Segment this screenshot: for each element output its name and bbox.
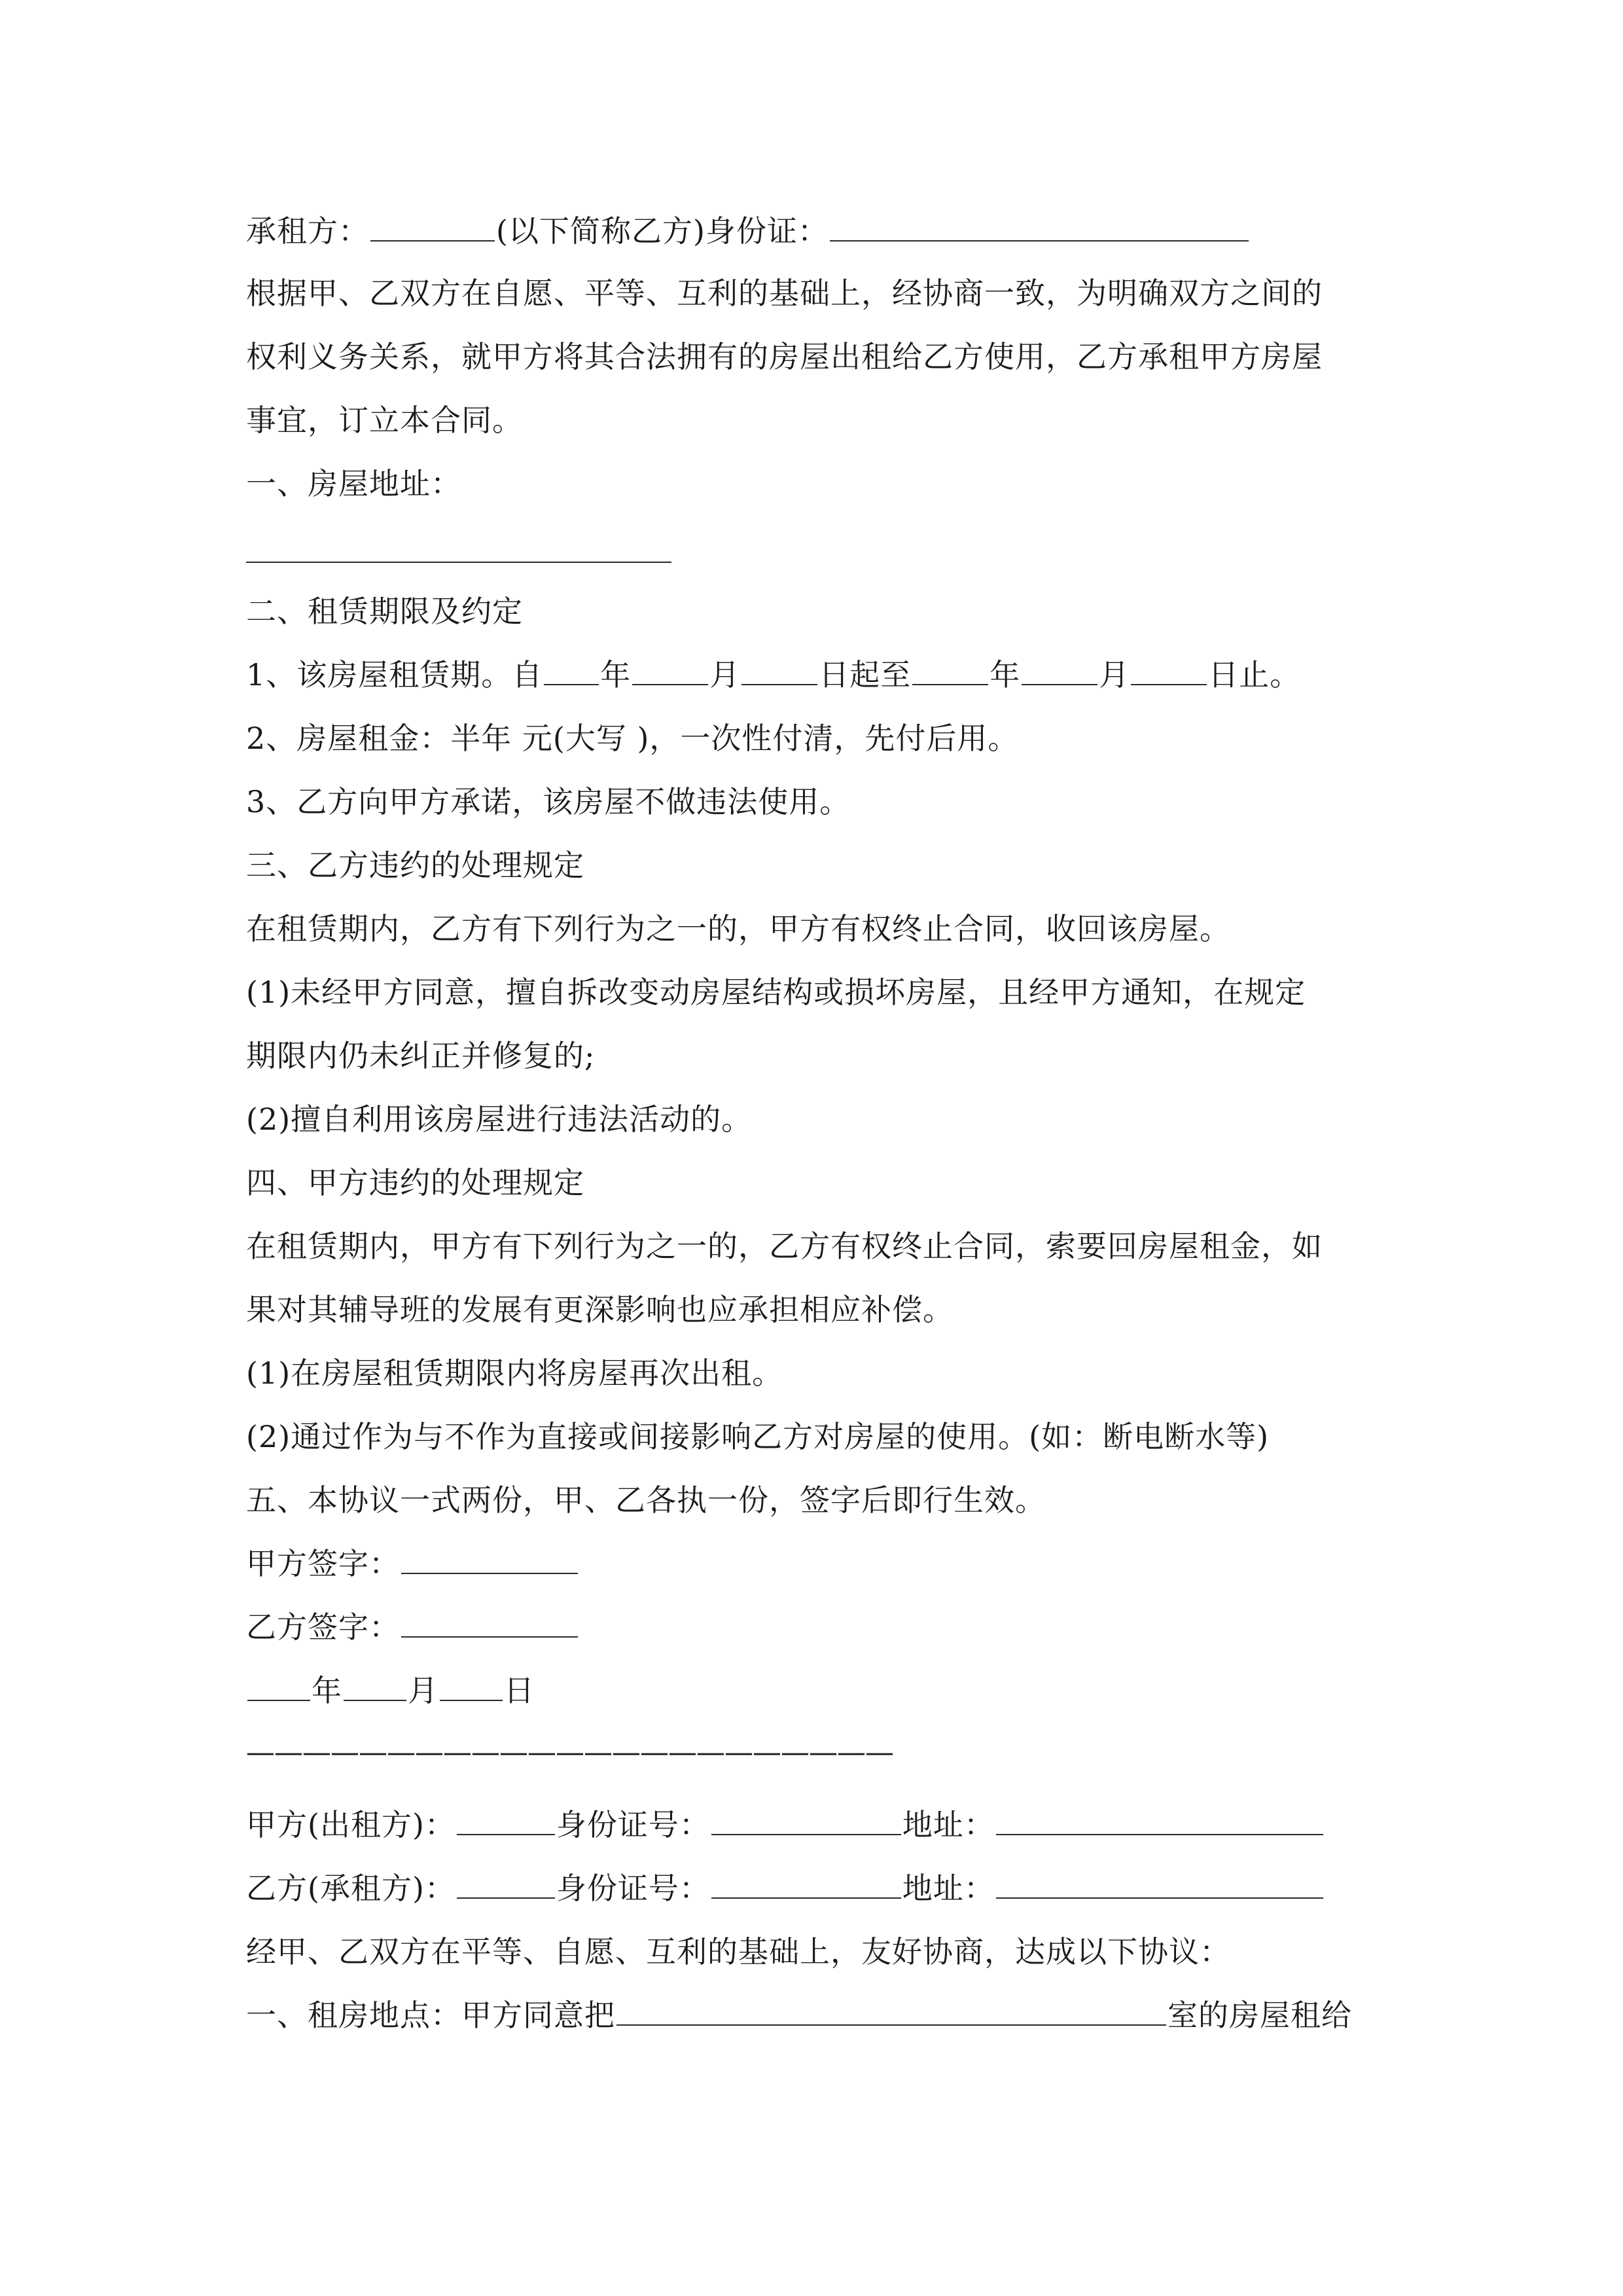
rental-location-suffix: 室的房屋租给 (1168, 1998, 1352, 2033)
tenant-line (246, 200, 1377, 262)
tenant-label: 承租方： (246, 213, 369, 249)
tenant-info-line (246, 1857, 1377, 1920)
month-label: 月 (1099, 657, 1130, 692)
landlord-name-blank[interactable] (457, 1796, 555, 1835)
address-label: 地址： (902, 1807, 995, 1842)
preamble-line-2: 权利义务关系，就甲方将其合法拥有的房屋出租给乙方使用，乙方承租甲方房屋 (246, 339, 1323, 374)
sign-month-blank[interactable] (344, 1662, 406, 1701)
party-a-signature-label: 甲方签字： (246, 1546, 400, 1581)
party-a-signature-line (246, 1532, 1377, 1595)
section-4-landlord-breach: 四、甲方违约的处理规定 (246, 1165, 584, 1200)
tenant-breach-item-1: (1)未经甲方同意，擅自拆改变动房屋结构或损坏房屋，且经甲方通知，在规定 (246, 975, 1306, 1010)
lease-period-line (246, 643, 1377, 706)
start-year-blank[interactable] (544, 646, 599, 685)
party-b-signature-line (246, 1596, 1377, 1659)
id-number-label: 身份证号： (556, 1871, 710, 1906)
sign-day-blank[interactable] (440, 1662, 503, 1701)
start-month-blank[interactable] (632, 646, 708, 685)
end-year-blank[interactable] (912, 646, 988, 685)
tenant-breach-item-1-cont: 期限内仍未纠正并修复的; (246, 1038, 596, 1073)
preamble-line-1: 根据甲、乙双方在自愿、平等、互利的基础上，经协商一致，为明确双方之间的 (246, 276, 1323, 311)
tenant-name-blank[interactable] (370, 202, 495, 242)
year-label: 年 (600, 657, 632, 692)
section-3-tenant-breach: 三、乙方违约的处理规定 (246, 848, 584, 883)
party-b-signature-blank[interactable] (401, 1598, 578, 1638)
landlord-breach-item-2: (2)通过作为与不作为直接或间接影响乙方对房屋的使用。(如：断电断水等) (246, 1419, 1270, 1454)
document-separator: ——————————————————————— (246, 1736, 893, 1769)
tenant-breach-intro: 在租赁期内，乙方有下列行为之一的，甲方有权终止合同，收回该房屋。 (246, 911, 1230, 946)
tenant-id-blank[interactable] (711, 1859, 901, 1899)
section-2-lease-term: 二、租赁期限及约定 (246, 594, 523, 629)
landlord-id-blank[interactable] (711, 1796, 901, 1835)
tenant-name-blank[interactable] (457, 1859, 555, 1899)
lawful-use-line: 3、乙方向甲方承诺，该房屋不做违法使用。 (246, 784, 851, 819)
tenant-address-blank[interactable] (996, 1859, 1323, 1899)
id-number-label: 身份证号： (556, 1807, 710, 1842)
year-label: 年 (990, 657, 1021, 692)
landlord-address-blank[interactable] (996, 1796, 1323, 1835)
rental-location-label: 一、租房地点：甲方同意把 (246, 1998, 615, 2033)
until-label: 日起至 (819, 657, 912, 692)
preamble-line-3: 事宜，订立本合同。 (246, 403, 523, 438)
address-label: 地址： (902, 1871, 995, 1906)
rent-line: 2、房屋租金：半年 元(大写 )，一次性付清，先付后用。 (246, 721, 1019, 756)
tenant-breach-item-2: (2)擅自利用该房屋进行违法活动的。 (246, 1102, 753, 1137)
end-day-blank[interactable] (1131, 646, 1207, 685)
room-number-blank[interactable] (616, 1986, 1166, 2026)
landlord-breach-item-1: (1)在房屋租赁期限内将房屋再次出租。 (246, 1355, 783, 1391)
landlord-breach-intro-cont: 果对其辅导班的发展有更深影响也应承担相应补偿。 (246, 1292, 954, 1327)
signing-date-line (246, 1659, 1377, 1722)
agreement-intro: 经甲、乙双方在平等、自愿、互利的基础上，友好协商，达成以下协议： (246, 1934, 1230, 1969)
tenant-label: 乙方(承租方)： (246, 1871, 455, 1906)
section-5-copies: 五、本协议一式两份，甲、乙各执一份，签字后即行生效。 (246, 1482, 1046, 1518)
month-label: 月 (709, 657, 741, 692)
sign-year-blank[interactable] (247, 1662, 310, 1701)
house-address-blank[interactable] (246, 562, 671, 563)
year-label: 年 (312, 1673, 342, 1708)
tenant-id-blank[interactable] (830, 202, 1249, 242)
end-label: 日止。 (1208, 657, 1301, 692)
party-b-signature-label: 乙方签字： (246, 1609, 400, 1645)
month-label: 月 (408, 1673, 438, 1708)
day-label: 日 (504, 1673, 535, 1708)
section-1-house-address: 一、房屋地址： (246, 466, 461, 501)
lease-period-label: 1、该房屋租赁期。自 (246, 657, 543, 692)
end-month-blank[interactable] (1022, 646, 1097, 685)
landlord-label: 甲方(出租方)： (246, 1807, 455, 1842)
rental-location-line (246, 1984, 1377, 2047)
landlord-info-line (246, 1793, 1377, 1856)
party-a-signature-blank[interactable] (401, 1535, 578, 1574)
landlord-breach-intro: 在租赁期内，甲方有下列行为之一的，乙方有权终止合同，索要回房屋租金，如 (246, 1229, 1323, 1264)
tenant-id-label: (以下简称乙方)身份证： (496, 213, 829, 249)
start-day-blank[interactable] (741, 646, 817, 685)
